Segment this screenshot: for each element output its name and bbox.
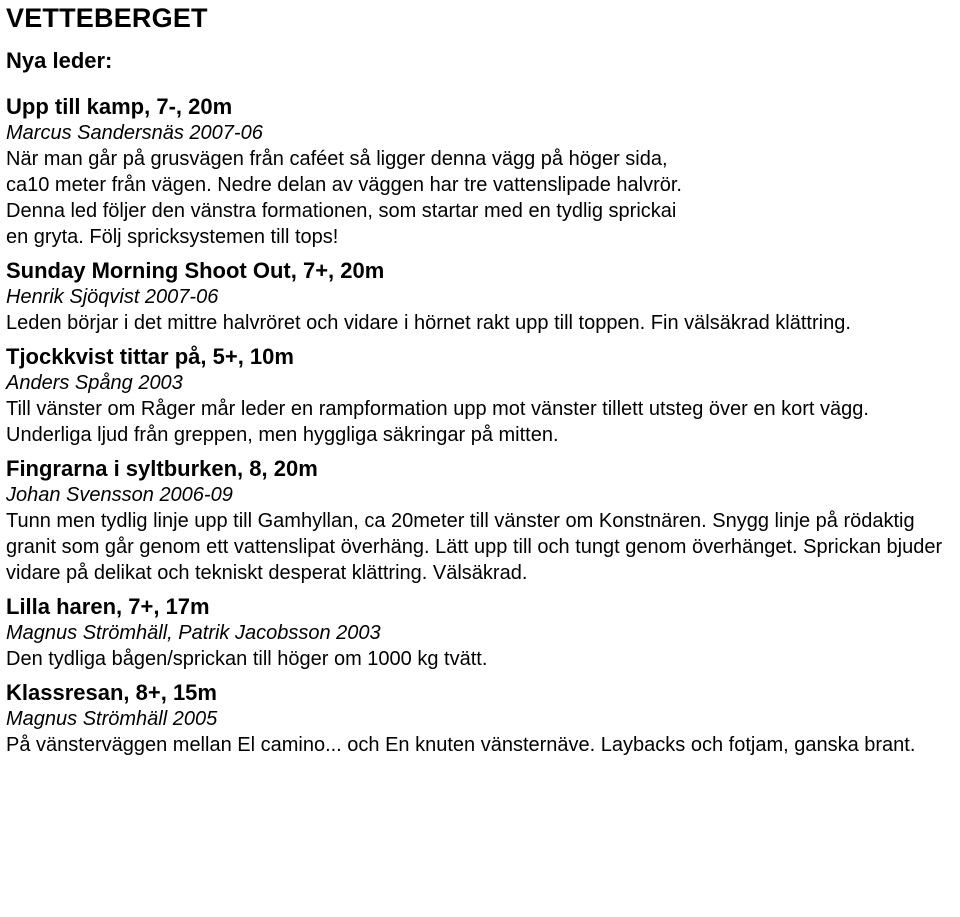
route-entry xyxy=(6,94,960,250)
route-author: Anders Spång 2003 xyxy=(6,372,183,394)
crag-title: VETTEBERGET xyxy=(6,3,208,33)
route-author: Henrik Sjöqvist 2007-06 xyxy=(6,286,219,308)
route-title: Fingrarna i syltburken, 8, 20m xyxy=(6,456,318,481)
route-title: Klassresan, 8+, 15m xyxy=(6,680,217,705)
route-entry xyxy=(6,594,960,672)
route-title: Lilla haren, 7+, 17m xyxy=(6,594,210,619)
route-entry xyxy=(6,344,960,448)
route-list xyxy=(6,94,960,758)
route-title: Tjockkvist tittar på, 5+, 10m xyxy=(6,344,294,369)
route-entry xyxy=(6,680,960,758)
route-title: Upp till kamp, 7-, 20m xyxy=(6,94,233,119)
route-entry xyxy=(6,258,960,336)
route-title: Sunday Morning Shoot Out, 7+, 20m xyxy=(6,258,385,283)
route-author: Magnus Strömhäll 2005 xyxy=(6,708,218,730)
route-description: Tunn men tydlig linje upp till Gamhyllan, ca 20meter till vänster om Konstnären. Snygg linje på rödaktig granit som går genom ett vattenslipat överhäng. Lätt upp till och tungt genom överhänget. Sprickan bjuder vidare på delikat och tekniskt desperat klättring. Välsäkrad. xyxy=(6,510,943,584)
route-author: Magnus Strömhäll, Patrik Jacobsson 2003 xyxy=(6,622,381,644)
route-description: Leden börjar i det mittre halvröret och vidare i hörnet rakt upp till toppen. Fin välsäkrad klättring. xyxy=(6,312,851,334)
route-author: Marcus Sandersnäs 2007-06 xyxy=(6,122,263,144)
route-entry xyxy=(6,456,960,586)
route-description: Till vänster om Råger mår leder en rampformation upp mot vänster tillett utsteg över en kort vägg. Underliga ljud från greppen, men hyggliga säkringar på mitten. xyxy=(6,398,869,446)
section-heading: Nya leder: xyxy=(6,48,113,73)
route-author: Johan Svensson 2006-09 xyxy=(6,484,233,506)
route-description: På vänsterväggen mellan El camino... och En knuten vänsternäve. Laybacks och fotjam, ganska brant. xyxy=(6,734,916,756)
route-description: När man går på grusvägen från caféet så ligger denna vägg på höger sida, ca10 meter från vägen. Nedre delan av väggen har tre vattenslipade halvrör. Denna led följer den vänstra formationen, som startar med en tydlig sprickai en gryta. Följ spricksystemen till tops! xyxy=(6,148,682,248)
route-description: Den tydliga bågen/sprickan till höger om 1000 kg tvätt. xyxy=(6,648,488,670)
